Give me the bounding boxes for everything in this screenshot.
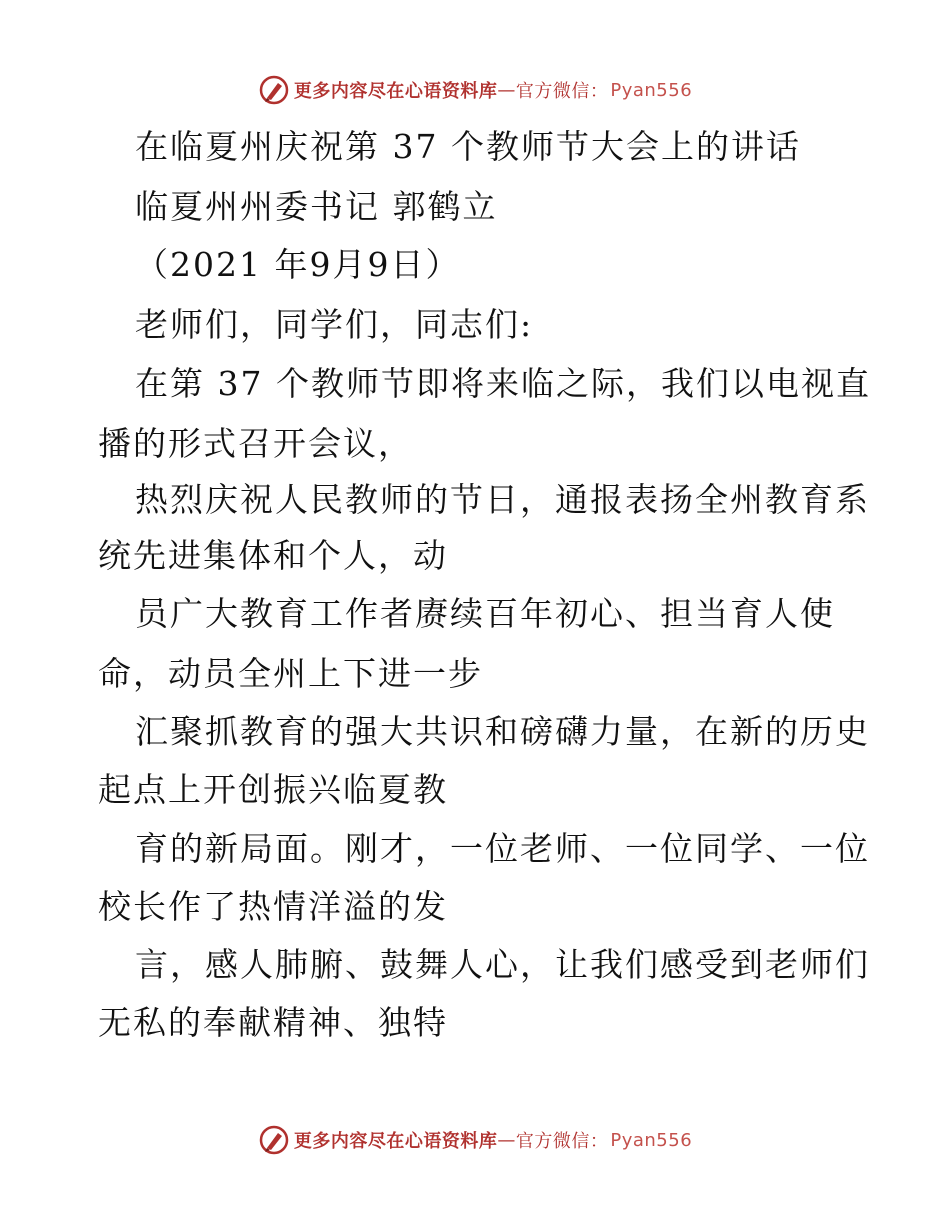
paragraph-line: 统先进集体和个人，动 bbox=[98, 536, 448, 575]
watermark-banner-top bbox=[0, 70, 950, 110]
watermark-wechat-id: Pyan556 bbox=[610, 79, 693, 101]
speech-title: 在临夏州庆祝第 37 个教师节大会上的讲话 bbox=[135, 127, 801, 166]
watermark-official-label: 官方微信： bbox=[515, 81, 609, 102]
date-line: （2021 年9月9日） bbox=[135, 245, 461, 284]
pen-logo-icon bbox=[258, 74, 290, 106]
paragraph-line: 在第 37 个教师节即将来临之际，我们以电视直 bbox=[135, 364, 871, 403]
watermark-official-label: 官方微信： bbox=[515, 1131, 609, 1152]
paragraph-line: 播的形式召开会议， bbox=[98, 424, 413, 463]
paragraph-line: 员广大教育工作者赓续百年初心、担当育人使 bbox=[135, 594, 835, 633]
paragraph-line: 无私的奉献精神、独特 bbox=[98, 1003, 448, 1042]
paragraph-line: 育的新局面。刚才，一位老师、一位同学、一位 bbox=[135, 829, 870, 868]
watermark-wechat-id: Pyan556 bbox=[610, 1129, 693, 1151]
paragraph-line: 起点上开创振兴临夏教 bbox=[98, 770, 448, 809]
paragraph-line: 校长作了热情洋溢的发 bbox=[98, 887, 448, 926]
watermark-banner-bottom bbox=[0, 1120, 950, 1160]
speaker-line: 临夏州州委书记 郭鹤立 bbox=[135, 187, 498, 226]
salutation: 老师们，同学们，同志们: bbox=[135, 305, 534, 344]
paragraph-line: 热烈庆祝人民教师的节日，通报表扬全州教育系 bbox=[135, 480, 870, 519]
paragraph-line: 命，动员全州上下进一步 bbox=[98, 654, 483, 693]
pen-logo-icon bbox=[258, 1124, 290, 1156]
watermark-dash: — bbox=[497, 79, 516, 101]
watermark-dash: — bbox=[497, 1129, 516, 1151]
watermark-main-text: 更多内容尽在心语资料库 bbox=[293, 81, 498, 102]
watermark-main-text: 更多内容尽在心语资料库 bbox=[293, 1131, 498, 1152]
paragraph-line: 汇聚抓教育的强大共识和磅礴力量，在新的历史 bbox=[135, 712, 870, 751]
paragraph-line: 言，感人肺腑、鼓舞人心，让我们感受到老师们 bbox=[135, 945, 870, 984]
